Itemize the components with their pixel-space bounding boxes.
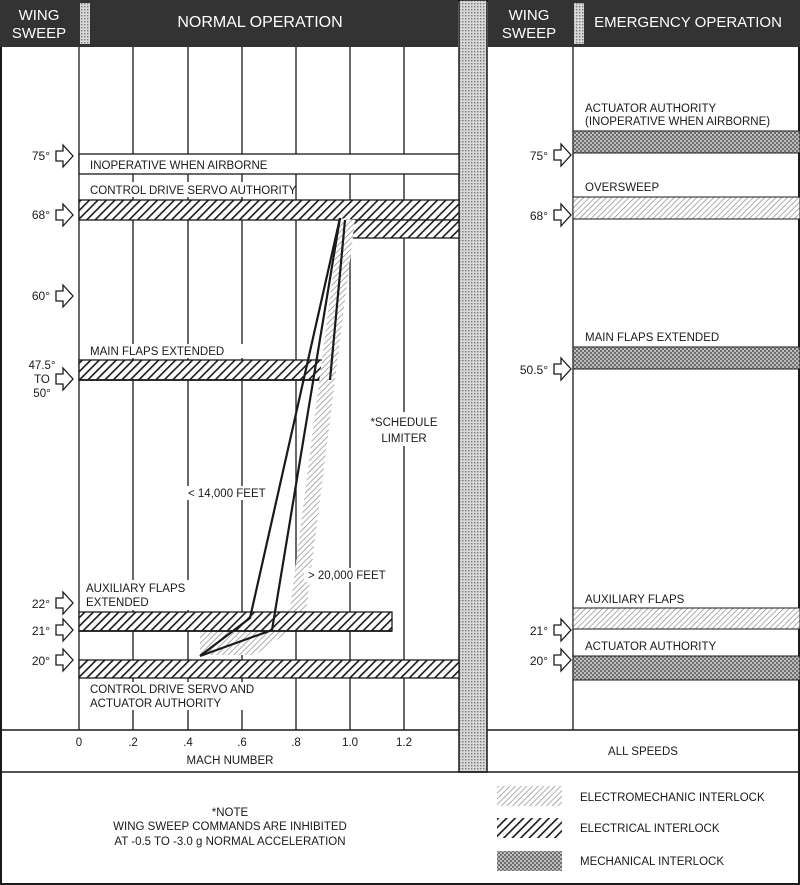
emergency-20-band xyxy=(573,656,800,680)
oversweep-band xyxy=(573,197,800,219)
mach-tick: .8 xyxy=(291,737,301,749)
normal-operation-header: NORMAL OPERATION xyxy=(177,14,343,31)
sweep-label: 68° xyxy=(529,209,548,223)
cds-authority-band xyxy=(79,200,459,220)
emergency-sweep-markers xyxy=(520,144,571,671)
header-separator xyxy=(80,3,90,44)
mach-tick: 0 xyxy=(75,737,83,749)
emergency-aux-flaps-band xyxy=(573,608,800,629)
mach-tick: .4 xyxy=(183,737,193,749)
mach-tick: 1.0 xyxy=(342,737,358,749)
over-20000-label: > 20,000 FEET xyxy=(308,570,386,582)
legend-swatch-mechanical xyxy=(497,851,562,871)
sweep-label: 68° xyxy=(31,208,50,222)
header-separator xyxy=(574,3,584,44)
cds-actuator-label: CONTROL DRIVE SERVO AND xyxy=(90,684,255,696)
emergency-aux-flaps-label: AUXILIARY FLAPS xyxy=(585,594,685,606)
aux-flaps-label: EXTENDED xyxy=(86,597,149,609)
sweep-arrow-icon xyxy=(554,619,571,641)
cds-actuator-band xyxy=(79,660,459,678)
main-flaps-label: MAIN FLAPS EXTENDED xyxy=(90,346,225,358)
oversweep-label: OVERSWEEP xyxy=(585,182,660,194)
wing-sweep-header: WING xyxy=(508,7,550,24)
sweep-label: 75° xyxy=(31,149,50,163)
sweep-label: 22° xyxy=(31,597,50,611)
note-title: *NOTE xyxy=(211,807,249,819)
main-flaps-band xyxy=(79,360,329,380)
legend-swatch-electromechanic xyxy=(497,786,562,806)
legend-label-electromechanic: ELECTROMECHANIC INTERLOCK xyxy=(580,792,765,804)
sweep-label: 60° xyxy=(31,289,50,303)
sweep-arrow-icon xyxy=(56,619,73,641)
schedule-limiter-label: *SCHEDULE xyxy=(370,417,438,429)
mach-tick: .6 xyxy=(237,737,247,749)
wing-sweep-header: WING xyxy=(18,7,60,24)
sweep-arrow-icon xyxy=(56,368,73,390)
legend xyxy=(497,786,765,871)
sweep-arrow-icon xyxy=(554,649,571,671)
aux-flaps-label: AUXILIARY FLAPS xyxy=(86,583,186,595)
schedule-envelope xyxy=(200,218,355,655)
normal-sweep-markers xyxy=(29,145,73,671)
sweep-arrow-icon xyxy=(56,649,73,671)
sweep-label: 20° xyxy=(529,654,548,668)
sweep-arrow-icon xyxy=(56,204,73,226)
under-14000-label: < 14,000 FEET xyxy=(188,488,266,500)
sweep-arrow-icon xyxy=(56,285,73,307)
sweep-label: 50° xyxy=(33,388,51,400)
emergency-operation-header: EMERGENCY OPERATION xyxy=(594,14,782,31)
mach-tick: 1.2 xyxy=(396,737,412,749)
emergency-actuator-authority-label: ACTUATOR AUTHORITY xyxy=(585,641,717,653)
sweep-label: 75° xyxy=(529,149,548,163)
note-line: WING SWEEP COMMANDS ARE INHIBITED xyxy=(113,821,347,833)
legend-label-electrical: ELECTRICAL INTERLOCK xyxy=(580,823,720,835)
actuator-authority-label: ACTUATOR AUTHORITY xyxy=(585,103,717,115)
mach-axis-label: MACH NUMBER xyxy=(186,755,274,767)
legend-swatch-electrical xyxy=(497,818,562,838)
wing-sweep-header: SWEEP xyxy=(11,25,67,42)
sweep-arrow-icon xyxy=(56,592,73,614)
sweep-arrow-icon xyxy=(554,204,571,226)
cds-actuator-label: ACTUATOR AUTHORITY xyxy=(90,698,222,710)
emergency-actuator-band xyxy=(573,131,800,153)
mach-tick: .2 xyxy=(128,737,138,749)
sweep-label: 50.5° xyxy=(519,363,548,377)
mach-tick-labels xyxy=(76,737,412,749)
all-speeds-label: ALL SPEEDS xyxy=(608,746,678,758)
inoperative-label: INOPERATIVE WHEN AIRBORNE xyxy=(90,160,268,172)
note-line: AT -0.5 TO -3.0 g NORMAL ACCELERATION xyxy=(114,836,346,848)
sweep-label: 47.5° xyxy=(28,360,56,372)
schedule-limiter-label: LIMITER xyxy=(381,433,427,445)
schedule-limiter-band xyxy=(340,220,459,238)
sweep-label: 20° xyxy=(31,654,50,668)
cds-authority-label: CONTROL DRIVE SERVO AUTHORITY xyxy=(90,185,297,197)
wing-sweep-header: SWEEP xyxy=(501,25,557,42)
sweep-arrow-icon xyxy=(56,145,73,167)
sweep-label: TO xyxy=(34,374,50,386)
sweep-label: 21° xyxy=(529,624,548,638)
sweep-arrow-icon xyxy=(554,144,571,166)
center-divider xyxy=(459,0,487,772)
emergency-main-flaps-label: MAIN FLAPS EXTENDED xyxy=(585,332,720,344)
sweep-label: 21° xyxy=(31,624,50,638)
sweep-arrow-icon xyxy=(554,358,571,380)
legend-label-mechanical: MECHANICAL INTERLOCK xyxy=(580,856,724,868)
actuator-authority-label: (INOPERATIVE WHEN AIRBORNE) xyxy=(585,116,771,128)
emergency-main-flaps-band xyxy=(573,347,800,369)
